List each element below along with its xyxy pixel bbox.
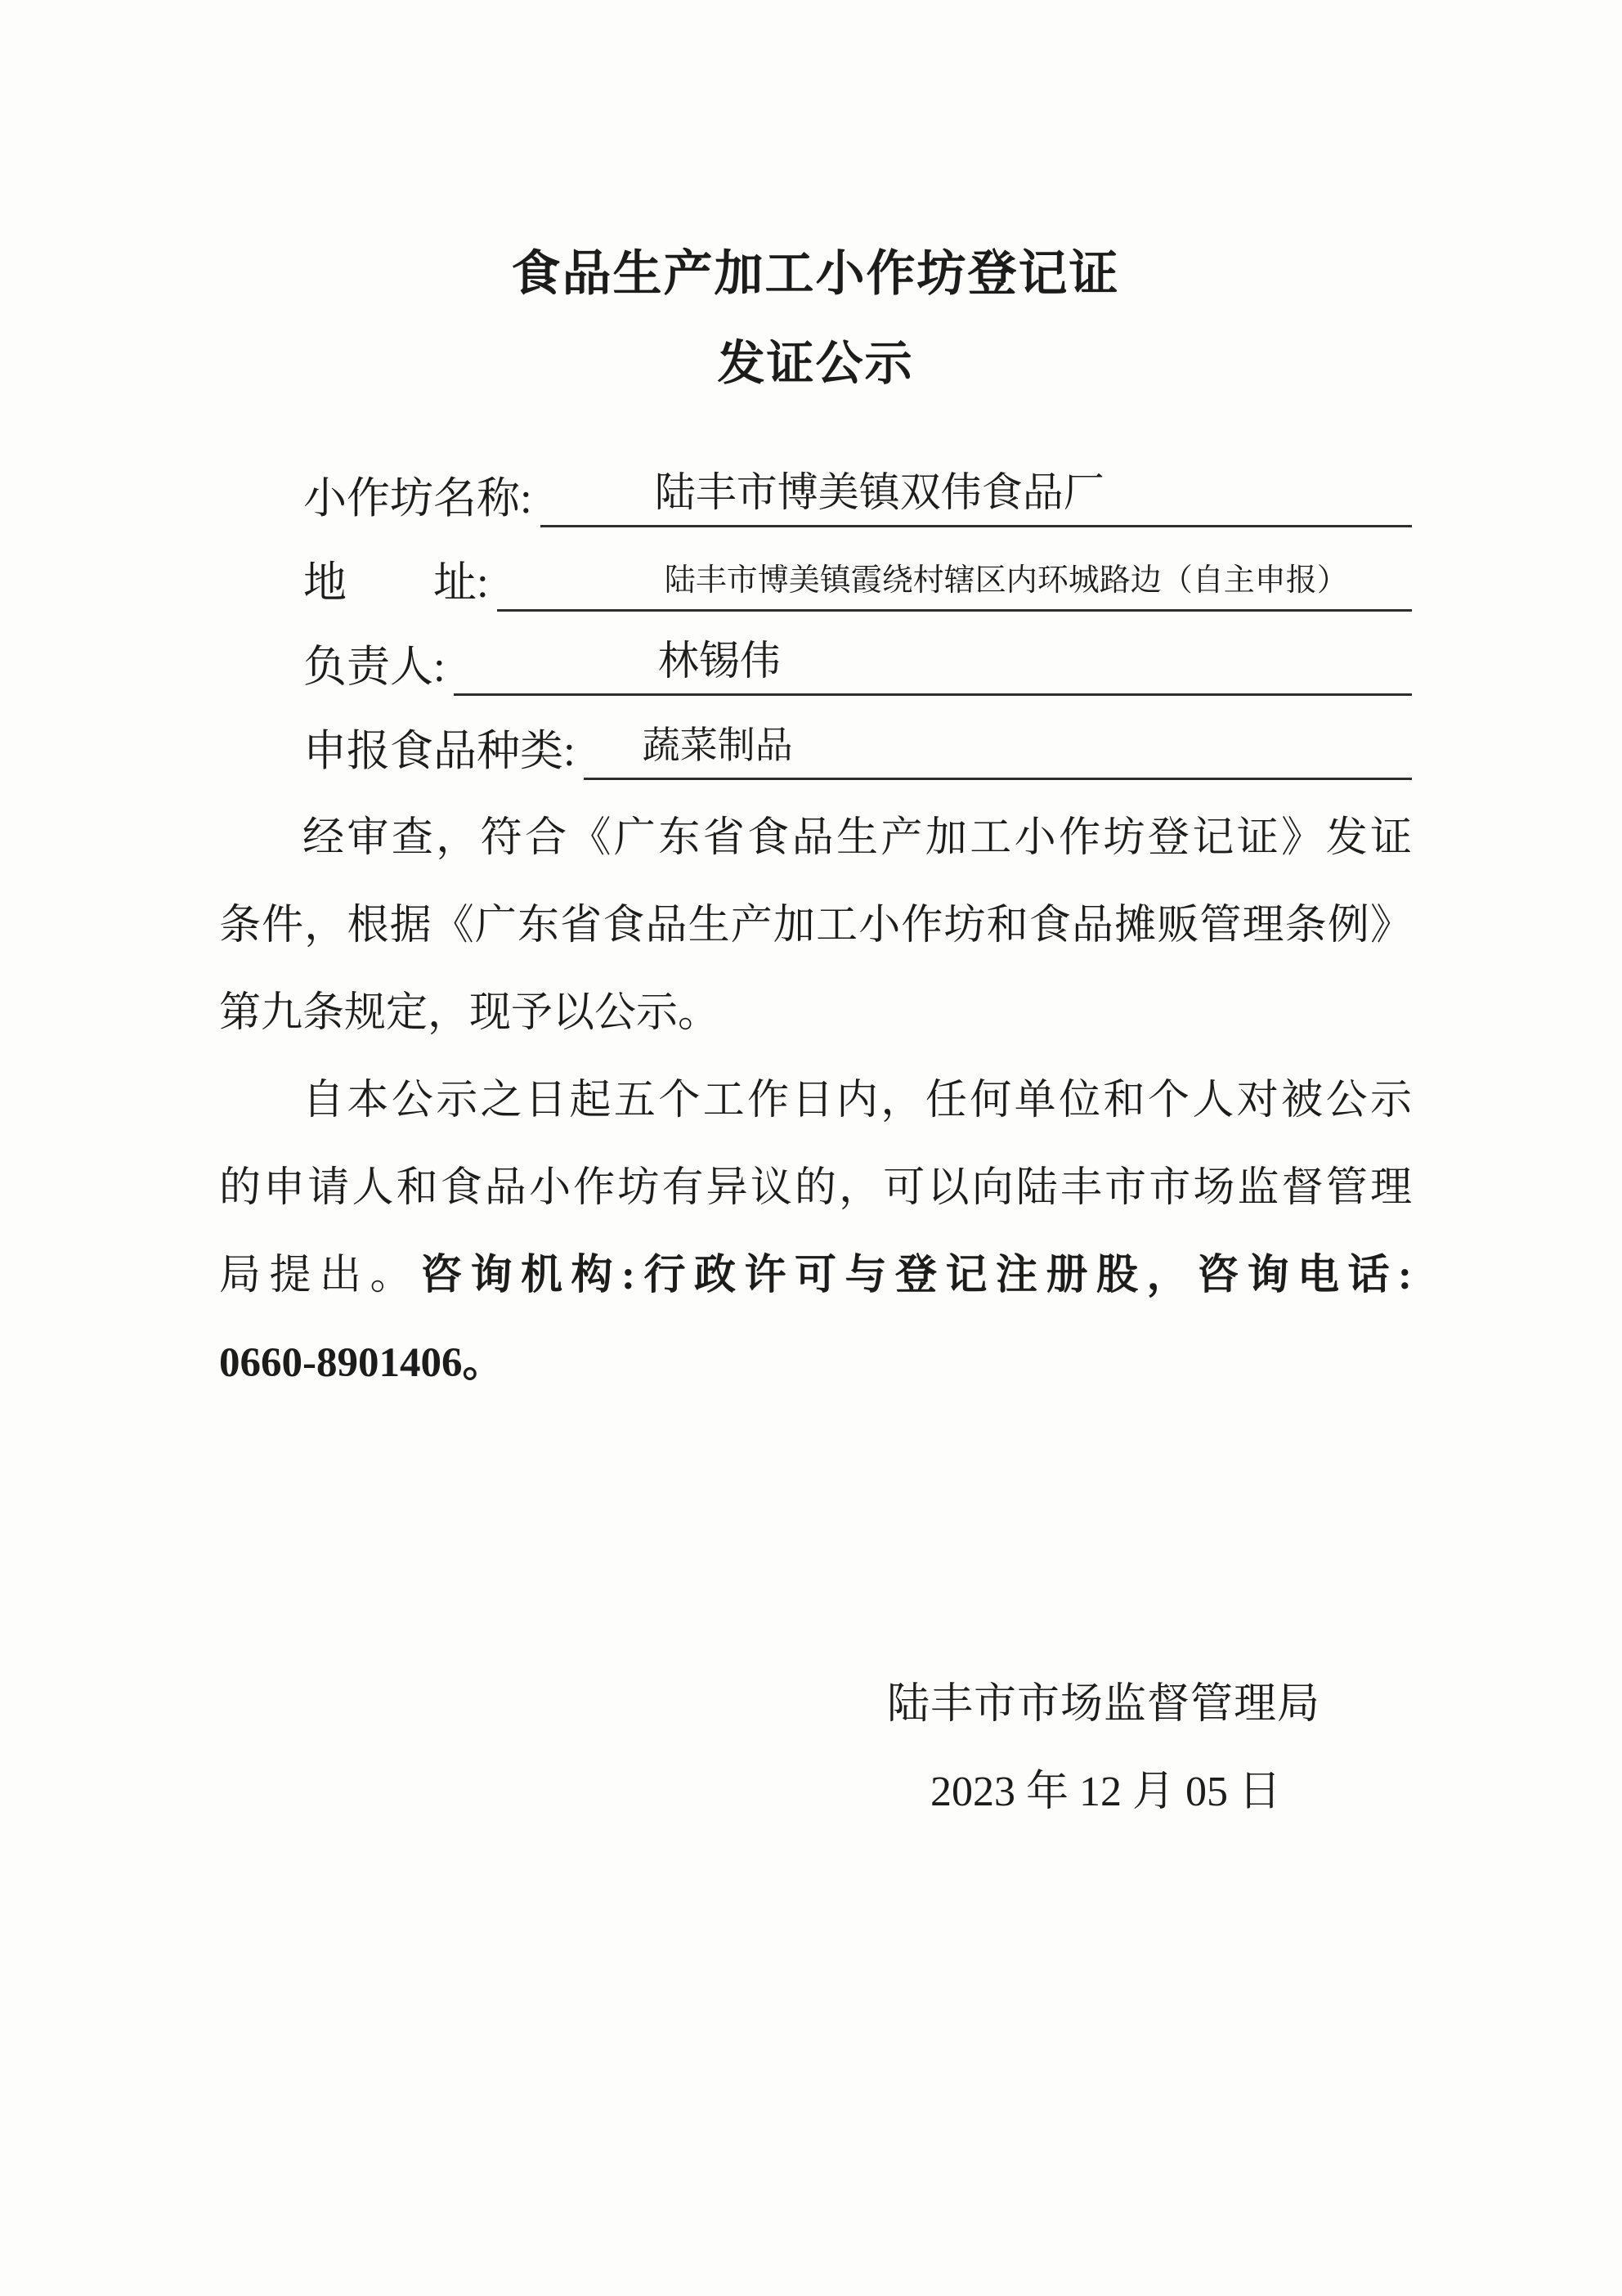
paragraph2-line4-phone: 0660-8901406。 [219, 1340, 504, 1386]
field-row-workshop-name [303, 443, 1412, 527]
field-row-person-in-charge [303, 612, 1412, 696]
document-subtitle: 发证公示 [717, 337, 914, 390]
declared-food-category-underline [584, 693, 1412, 780]
field-row-declared-food-category [303, 696, 1412, 780]
paragraph2-line2: 的申请人和食品小作坊有异议的，可以向陆丰市市场监督管理 [219, 1165, 1412, 1211]
declared-food-category-label: 申报食品种类: [303, 728, 576, 775]
field-row-address [303, 527, 1412, 612]
workshop-name-underline [540, 441, 1412, 527]
workshop-name-value: 陆丰市博美镇双伟食品厂 [654, 469, 1104, 515]
issue-date: 2023 年 12 月 05 日 [930, 1769, 1281, 1815]
declared-food-category-value: 蔬菜制品 [642, 724, 793, 766]
paragraph2-line3 [219, 1232, 1412, 1320]
notice-body [219, 795, 1412, 1407]
paragraph2-line3-regular: 局提出。 [219, 1253, 421, 1298]
person-in-charge-value: 林锡伟 [657, 638, 781, 684]
person-in-charge-underline [454, 609, 1412, 696]
paragraph1-line3: 第九条规定，现予以公示。 [219, 990, 720, 1036]
address-value: 陆丰市博美镇霞绕村辖区内环城路边（自主申报） [664, 563, 1348, 598]
address-underline [497, 525, 1412, 612]
workshop-name-label: 小作坊名称: [303, 475, 532, 522]
paragraph2-line3-bold: 咨询机构:行政许可与登记注册股，咨询电话: [420, 1253, 1412, 1298]
address-label: 地 址: [303, 559, 489, 607]
paragraph2-line1: 自本公示之日起五个工作日内，任何单位和个人对被公示 [302, 1078, 1412, 1123]
paragraph1-line1: 经审查，符合《广东省食品生产加工小作坊登记证》发证 [302, 815, 1412, 861]
signoff-block [219, 1661, 1412, 1836]
form-fields [303, 443, 1412, 780]
document-title: 食品生产加工小作坊登记证 [511, 247, 1120, 301]
person-in-charge-label: 负责人: [303, 644, 446, 691]
issuing-agency: 陆丰市市场监督管理局 [886, 1681, 1320, 1728]
paragraph1-line2: 条件，根据《广东省食品生产加工小作坊和食品摊贩管理条例》 [219, 903, 1412, 948]
